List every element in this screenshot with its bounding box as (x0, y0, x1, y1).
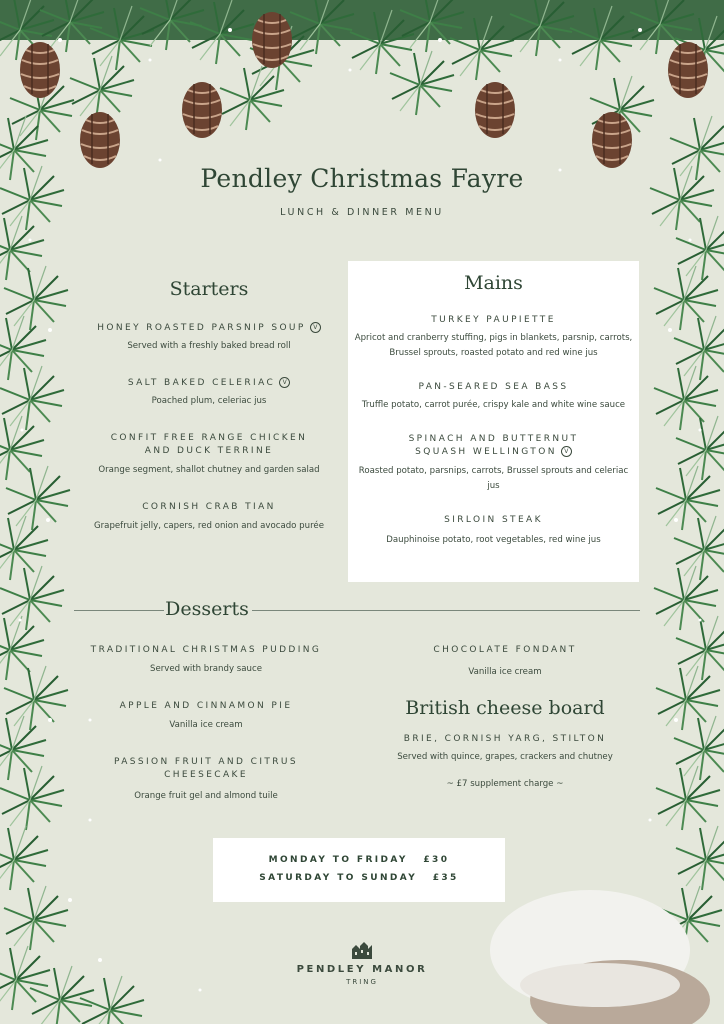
item-description: Truffle potato, carrot purée, crispy kale and white wine sauce (361, 400, 626, 410)
desserts-heading: Desserts (165, 598, 249, 620)
item-name: PAN-SEARED SEA BASS (418, 382, 569, 392)
menu-item (353, 433, 634, 494)
item-name: CHOCOLATE FONDANT (433, 645, 577, 655)
desserts-right (370, 644, 640, 792)
price-weekend-label: SATURDAY TO SUNDAY (259, 873, 418, 883)
pricing-panel (213, 838, 505, 902)
menu-item (84, 501, 334, 534)
item-description: Dauphinoise potato, root vegetables, red wine jus (386, 535, 601, 545)
item-name: CORNISH CRAB TIAN (142, 502, 276, 512)
item-name: HONEY ROASTED PARSNIP SOUP (97, 323, 306, 333)
menu-item (370, 733, 640, 792)
item-description: Poached plum, celeriac jus (151, 396, 267, 406)
item-name: APPLE AND CINNAMON PIE (119, 701, 293, 711)
menu-item (370, 644, 640, 680)
item-name-line2: SQUASH WELLINGTON (415, 447, 557, 457)
price-weekend (213, 873, 505, 883)
item-name: TURKEY PAUPIETTE (431, 315, 556, 325)
item-name: TRADITIONAL CHRISTMAS PUDDING (90, 645, 322, 655)
item-name: SALT BAKED CELERIAC (127, 378, 276, 388)
divider-left (74, 610, 164, 611)
supplement-note: ~ £7 supplement charge ~ (446, 779, 564, 789)
menu-item (84, 700, 328, 733)
starters-section (84, 278, 334, 534)
menu-item (84, 644, 328, 677)
item-description: Roasted potato, parsnips, carrots, Brussel sprouts and celeriac jus (358, 466, 629, 491)
item-name-line2: AND DUCK TERRINE (144, 446, 274, 456)
price-weekday-value: £30 (423, 855, 450, 865)
starters-heading: Starters (169, 278, 249, 300)
menu-item (84, 377, 334, 409)
menu-item (84, 322, 334, 354)
item-description-line2: Brussel sprouts, roasted potato and red wine jus (389, 348, 598, 358)
vegetarian-icon: V (279, 377, 290, 388)
vegetarian-icon: V (561, 446, 572, 457)
item-description: Grapefruit jelly, capers, red onion and avocado purée (93, 521, 324, 531)
item-description: Orange segment, shallot chutney and garden salad (98, 465, 320, 475)
item-description: Orange fruit gel and almond tuile (134, 791, 278, 801)
desserts-left (84, 644, 328, 804)
price-weekend-value: £35 (432, 873, 459, 883)
cheese-heading: British cheese board (405, 697, 605, 719)
divider-right (252, 610, 640, 611)
item-description: Served with quince, grapes, crackers and chutney (397, 752, 613, 762)
menu-item (353, 514, 634, 548)
item-description: Served with a freshly baked bread roll (127, 341, 291, 351)
brand-logo (262, 940, 462, 986)
menu-item (84, 756, 328, 804)
brand-name: PENDLEY MANOR (296, 964, 428, 975)
menu-item (84, 432, 334, 478)
item-name: CONFIT FREE RANGE CHICKEN (110, 433, 308, 443)
brand-location: TRING (346, 978, 378, 986)
page-title: Pendley Christmas Fayre (200, 164, 524, 193)
item-name: PASSION FRUIT AND CITRUS (113, 757, 299, 767)
menu-item (353, 314, 634, 361)
price-weekday (213, 855, 505, 865)
mains-heading: Mains (464, 272, 523, 294)
mains-section (353, 272, 634, 548)
page-subtitle: LUNCH & DINNER MENU (280, 207, 444, 218)
manor-house-icon (350, 940, 374, 960)
item-name: SIRLOIN STEAK (444, 515, 543, 525)
price-weekday-label: MONDAY TO FRIDAY (268, 855, 408, 865)
item-name: SPINACH AND BUTTERNUT (408, 434, 579, 444)
item-name: BRIE, CORNISH YARG, STILTON (403, 734, 607, 744)
vegetarian-icon: V (310, 322, 321, 333)
item-description: Served with brandy sauce (150, 664, 262, 674)
item-name-line2: CHEESECAKE (164, 770, 248, 780)
item-description: Apricot and cranberry stuffing, pigs in blankets, parsnip, carrots, (354, 333, 633, 343)
item-description: Vanilla ice cream (169, 720, 243, 730)
menu-item (353, 381, 634, 413)
item-description: Vanilla ice cream (468, 667, 542, 677)
